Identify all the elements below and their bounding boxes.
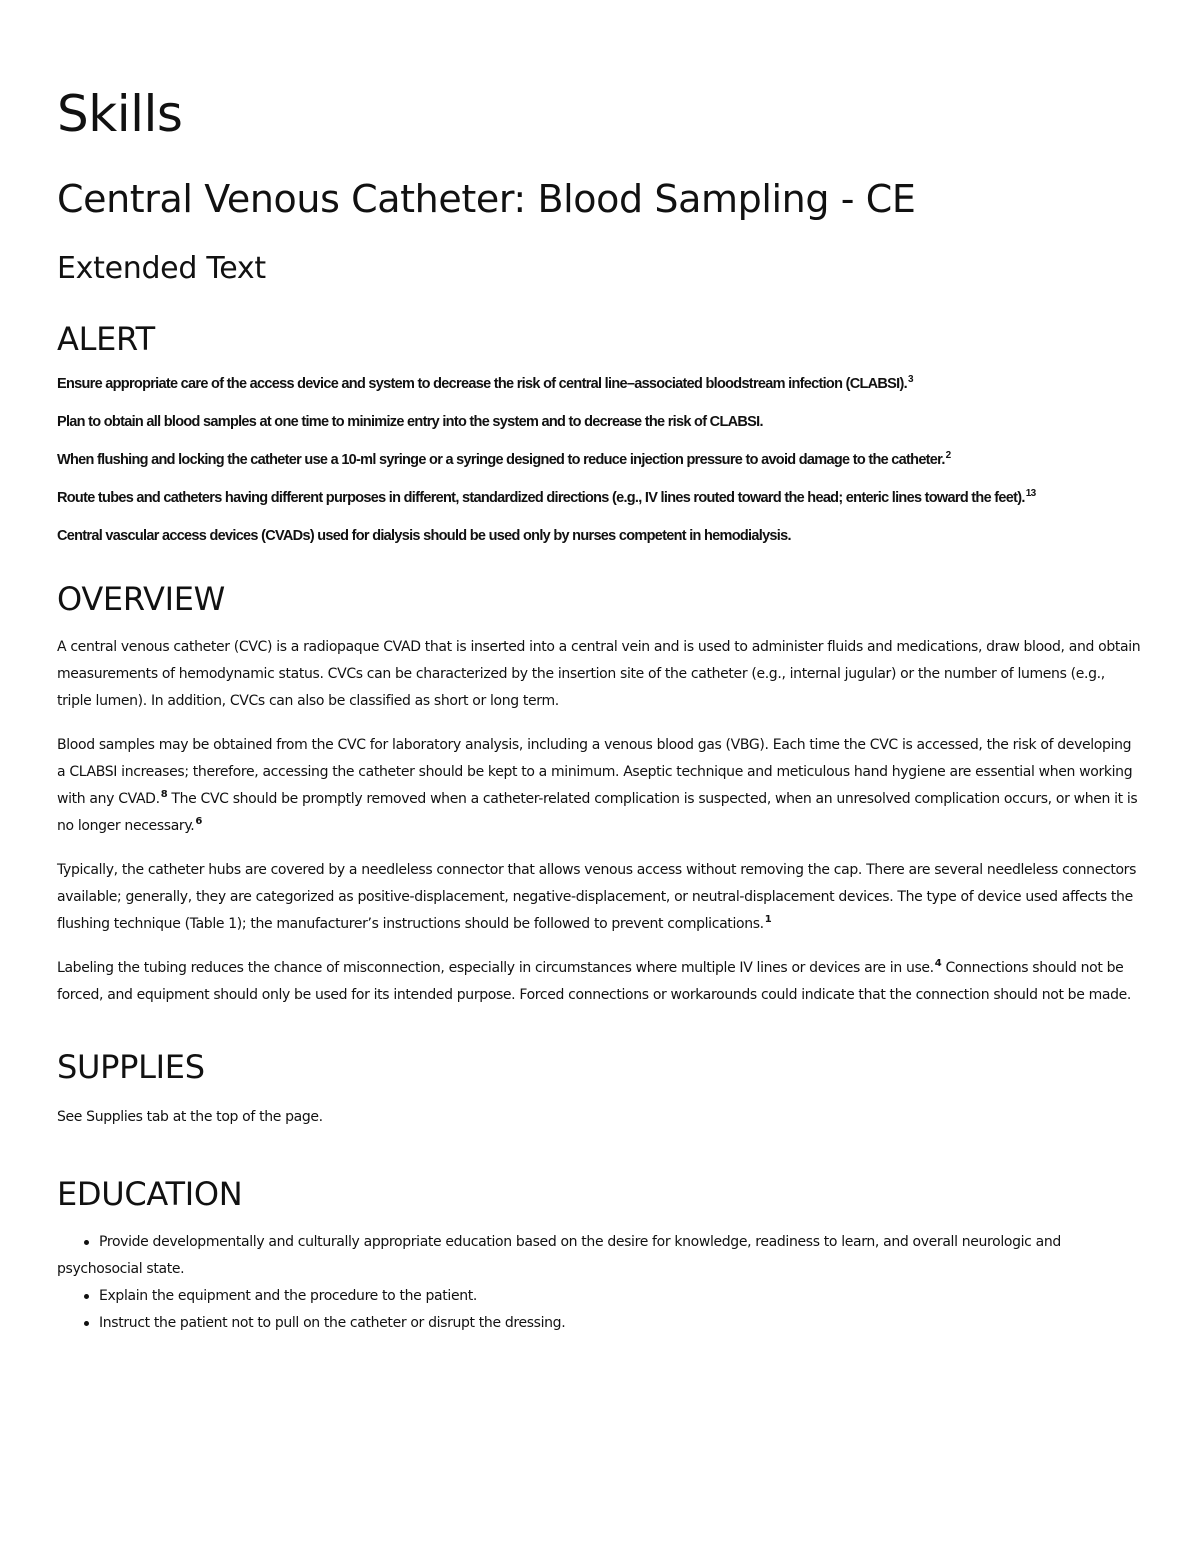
reference-marker[interactable]: 3 [907, 374, 913, 385]
document-page [57, 78, 1142, 1337]
paragraph-text: Typically, the catheter hubs are covered by a needleless connector that allows venous access without removing the cap. There are several needleless connectors available; generally, they are categorized as positive-displacement, negative-displacement, or neutral-displacement devices. The type of device used affects the flushing technique (Table 1); the manufacturer’s instructions should be followed to prevent complications. [57, 862, 1137, 932]
reference-marker[interactable]: 2 [945, 450, 951, 461]
alert-item-text: When flushing and locking the catheter use a 10-ml syringe or a syringe designed to reduce injection pressure to avoid damage to the catheter. [57, 452, 945, 468]
paragraph-text: Blood samples may be obtained from the CVC for laboratory analysis, including a venous blood gas (VBG). Each time the CVC is accessed, the risk of developing a CLABSI increases; therefore, accessing the catheter should be kept to a minimum. Aseptic technique and meticulous hand hygiene are essential when working with any CVAD. [57, 737, 1133, 807]
bullet-icon [84, 1294, 89, 1299]
alert-item [57, 372, 1142, 396]
alert-item [57, 486, 1142, 510]
list-item [57, 1229, 1142, 1283]
supplies-section [57, 1046, 1142, 1131]
paragraph-text: Labeling the tubing reduces the chance of misconnection, especially in circumstances where multiple IV lines or devices are in use. [57, 960, 934, 976]
education-list [57, 1229, 1142, 1337]
page-title: Central Venous Catheter: Blood Sampling - CE [57, 177, 916, 221]
overview-section [57, 578, 1142, 1009]
education-heading: EDUCATION [57, 1175, 243, 1213]
overview-paragraph [57, 857, 1142, 938]
overview-heading: OVERVIEW [57, 580, 226, 618]
page-subtitle: Extended Text [57, 251, 266, 286]
reference-marker[interactable]: 4 [934, 958, 942, 969]
bullet-icon [84, 1321, 89, 1326]
alert-item-text: Route tubes and catheters having different purposes in different, standardized directions (e.g., IV lines routed toward the head; enteric lines toward the feet). [57, 490, 1025, 506]
alert-heading: ALERT [57, 320, 155, 358]
overview-paragraph: A central venous catheter (CVC) is a radiopaque CVAD that is inserted into a central vein and is used to administer fluids and medications, draw blood, and obtain measurements of hemodynamic status. CVCs can be characterized by the insertion site of the catheter (e.g., internal jugular) or the number of lumens (e.g., triple lumen). In addition, CVCs can also be classified as short or long term. [57, 639, 1141, 709]
reference-marker[interactable]: 13 [1025, 488, 1036, 499]
skills-heading: Skills [57, 85, 183, 143]
list-item-text: Provide developmentally and culturally appropriate education based on the desire for knowledge, readiness to learn, and overall neurologic and psychosocial state. [57, 1234, 1061, 1277]
alert-item [57, 524, 1142, 548]
alert-item [57, 410, 1142, 434]
reference-marker[interactable]: 8 [160, 789, 168, 800]
list-item [57, 1310, 1142, 1337]
reference-marker[interactable]: 1 [764, 914, 772, 925]
alert-section [57, 318, 1142, 548]
paragraph-text: The CVC should be promptly removed when a catheter-related complication is suspected, when an unresolved complication occurs, or when it is no longer necessary. [57, 791, 1138, 834]
bullet-icon [84, 1240, 89, 1245]
paragraph-text: Connections should not be forced, and equipment should only be used for its intended purpose. Forced connections or workarounds could indicate that the connection should not be made. [57, 960, 1132, 1003]
alert-item-text: Ensure appropriate care of the access device and system to decrease the risk of central line–associated bloodstream infection (CLABSI). [57, 376, 907, 392]
education-section [57, 1173, 1142, 1337]
supplies-text: See Supplies tab at the top of the page. [57, 1109, 323, 1125]
overview-paragraph [57, 732, 1142, 840]
list-item [57, 1283, 1142, 1310]
list-item-text: Explain the equipment and the procedure to the patient. [99, 1288, 477, 1304]
overview-paragraph [57, 955, 1142, 1009]
overview-body [57, 634, 1142, 1009]
supplies-heading: SUPPLIES [57, 1048, 205, 1086]
alert-list [57, 372, 1142, 548]
alert-item-text: Central vascular access devices (CVADs) used for dialysis should be used only by nurses competent in hemodialysis. [57, 528, 791, 544]
list-item-text: Instruct the patient not to pull on the catheter or disrupt the dressing. [99, 1315, 566, 1331]
alert-item [57, 448, 1142, 472]
alert-item-text: Plan to obtain all blood samples at one time to minimize entry into the system and to decrease the risk of CLABSI. [57, 414, 763, 430]
reference-marker[interactable]: 6 [195, 816, 202, 827]
